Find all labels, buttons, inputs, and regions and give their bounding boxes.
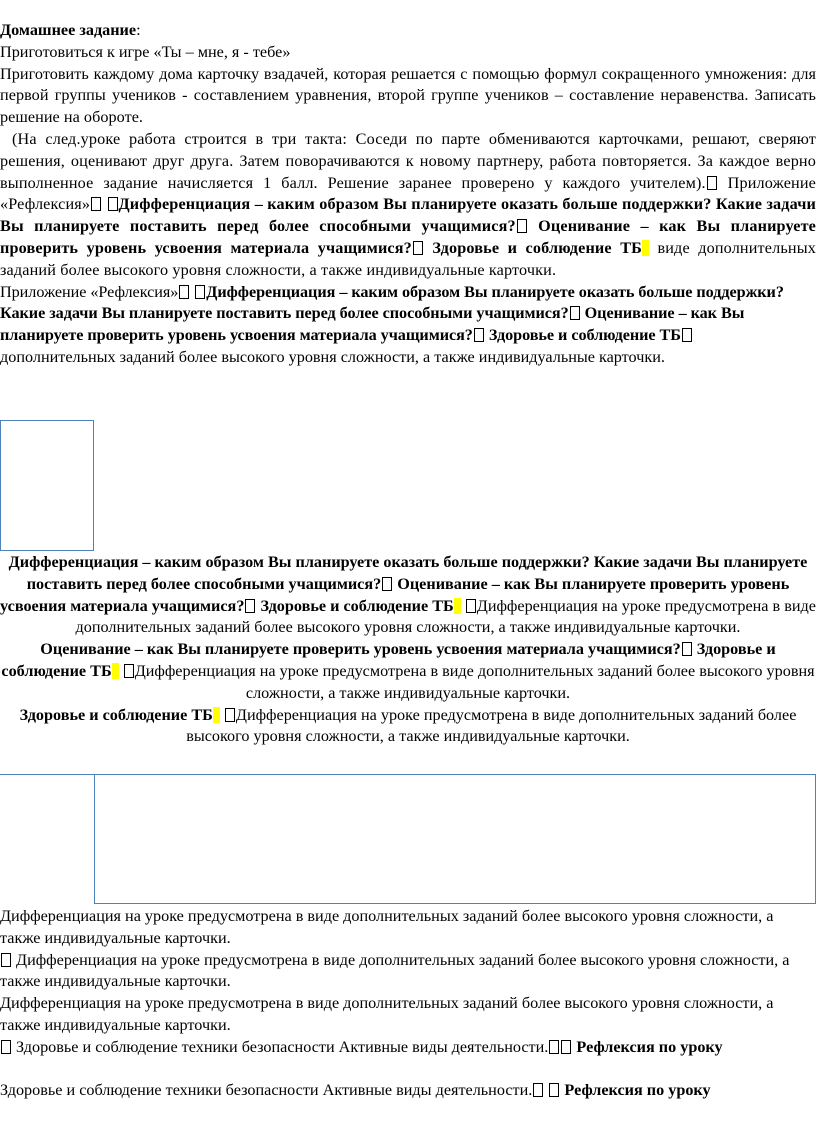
- reflection-paragraph: [0, 282, 816, 347]
- tail-text: виде дополнительных заданий более высокого уровня сложности, а также индивидуальные карточки.: [0, 238, 816, 279]
- missing-glyph-icon: [108, 197, 118, 211]
- missing-glyph-icon: [413, 241, 423, 255]
- differentiation-bold: Дифференциация – каким образом Вы планируете оказать больше поддержки? Какие задачи Вы планируете поставить перед более способными учащимися?: [0, 195, 816, 236]
- health-bold: Здоровье и соблюдение ТБ: [260, 596, 454, 615]
- evaluation-bold: Оценивание – как Вы планируете проверить уровень усвоения материала учащимися?: [0, 304, 745, 345]
- center-section: [0, 552, 816, 748]
- missing-glyph-icon: [533, 1083, 543, 1097]
- missing-glyph-icon: [466, 599, 476, 613]
- center-paragraph-3: [0, 705, 816, 749]
- missing-glyph-icon: [179, 285, 189, 299]
- bottom-paragraph-2: [0, 950, 816, 994]
- center-paragraph-2: [0, 639, 816, 704]
- missing-glyph-icon: [245, 599, 255, 613]
- highlight-mark: [112, 663, 119, 679]
- differentiation-text: Дифференциация на уроке предусмотрена в виде дополнительных заданий более высокого уровня сложности, а также индивидуальные карточки.: [0, 950, 790, 991]
- missing-glyph-icon: [91, 197, 101, 211]
- bottom-section: [0, 906, 816, 1102]
- blank-line: [0, 1059, 816, 1081]
- card-paragraph: Приготовить каждому дома карточку взадачей, которая решается с помощью формул сокращенного умножения: для первой группы учеников - составлением уравнения, второй группе учеников – составление неравенства. Записать решение на обороте.: [0, 64, 816, 127]
- reflection-bold: Рефлексия по уроку: [576, 1037, 723, 1056]
- missing-glyph-icon: [474, 328, 484, 342]
- missing-glyph-icon: [570, 306, 580, 320]
- differentiation-text: Дифференциация на уроке предусмотрена в виде дополнительных заданий более высокого уровня сложности, а также индивидуальные карточки.: [134, 661, 815, 702]
- missing-glyph-icon: [124, 664, 134, 678]
- lesson-paragraph: [0, 129, 816, 282]
- evaluation-bold: Оценивание – как Вы планируете проверить уровень усвоения материала учащимися?: [0, 574, 790, 615]
- health-bold: Здоровье и соблюдение ТБ: [432, 238, 642, 257]
- differentiation-text: Дифференциация на уроке предусмотрена в виде дополнительных заданий более высокого уровня сложности, а также индивидуальные карточки.: [75, 596, 816, 637]
- missing-glyph-icon: [517, 219, 527, 233]
- missing-glyph-icon: [682, 642, 692, 656]
- image-frame: [0, 420, 94, 551]
- bottom-paragraph-5: [0, 1080, 780, 1102]
- missing-glyph-icon: [382, 577, 392, 591]
- health-bold: Здоровье и соблюдение ТБ: [488, 326, 681, 345]
- homework-heading: Домашнее задание: [0, 21, 137, 39]
- homework-section: [0, 20, 816, 369]
- homework-heading-line: [0, 20, 816, 42]
- evaluation-bold: Оценивание – как Вы планируете проверить уровень усвоения материала учащимися?: [0, 217, 816, 257]
- tail-paragraph: дополнительных заданий более высокого уровня сложности, а также индивидуальные карточки.: [0, 347, 665, 366]
- missing-glyph-icon: [195, 285, 205, 299]
- missing-glyph-icon: [561, 1040, 571, 1054]
- lesson-text: (На след.уроке работа строится в три такта: Соседи по парте обмениваются карточками, решают, сверяют решения, оценивают друг друга. Затем поворачиваются к новому партнеру, работа повторяется. За каждое верно выполненное задание начисляется 1 балл. Решение заранее проверено у каждого учителем).: [0, 129, 816, 192]
- game-line: Приготовиться к игре «Ты – мне, я - тебе»: [0, 42, 291, 61]
- reflection-text: Приложение «Рефлексия»: [0, 282, 179, 301]
- missing-glyph-icon: [549, 1040, 559, 1054]
- reflection-bold: Рефлексия по уроку: [564, 1081, 711, 1100]
- missing-glyph-icon: [1, 953, 11, 967]
- image-frame: [94, 774, 816, 904]
- center-paragraph-1: [0, 552, 816, 639]
- bottom-paragraph-3: Дифференциация на уроке предусмотрена в виде дополнительных заданий более высокого уровня сложности, а также индивидуальные карточки.: [0, 994, 774, 1034]
- highlight-mark: [213, 707, 220, 723]
- missing-glyph-icon: [1, 1040, 11, 1054]
- missing-glyph-icon: [225, 708, 235, 722]
- health-text: Здоровье и соблюдение техники безопасности Активные виды деятельности.: [0, 1081, 533, 1100]
- differentiation-bold: Дифференциация – каким образом Вы планируете оказать больше поддержки? Какие задачи Вы планируете поставить перед более способными учащимися?: [8, 553, 808, 593]
- colon: :: [136, 21, 141, 39]
- differentiation-bold: Дифференциация – каким образом Вы планируете оказать больше поддержки? Какие задачи Вы планируете поставить перед более способными учащимися?: [0, 282, 784, 323]
- evaluation-bold: Оценивание – как Вы планируете проверить уровень усвоения материала учащимися?: [40, 640, 681, 659]
- missing-glyph-icon: [707, 176, 717, 190]
- missing-glyph-icon: [549, 1083, 559, 1097]
- highlight-mark: [454, 598, 461, 614]
- health-text: Здоровье и соблюдение техники безопасности Активные виды деятельности.: [16, 1037, 549, 1056]
- highlight-mark: [642, 240, 649, 256]
- bottom-paragraph-1: Дифференциация на уроке предусмотрена в виде дополнительных заданий более высокого уровня сложности, а также индивидуальные карточки.: [0, 907, 774, 947]
- health-bold: Здоровье и соблюдение ТБ: [1, 640, 776, 680]
- reflection-text: Приложение «Рефлексия»: [0, 173, 816, 214]
- health-bold: Здоровье и соблюдение ТБ: [19, 705, 213, 724]
- differentiation-text: Дифференциация на уроке предусмотрена в виде дополнительных заданий более высокого уровня сложности, а также индивидуальные карточки.: [186, 705, 797, 746]
- missing-glyph-icon: [682, 328, 692, 342]
- bottom-paragraph-4: [0, 1037, 816, 1059]
